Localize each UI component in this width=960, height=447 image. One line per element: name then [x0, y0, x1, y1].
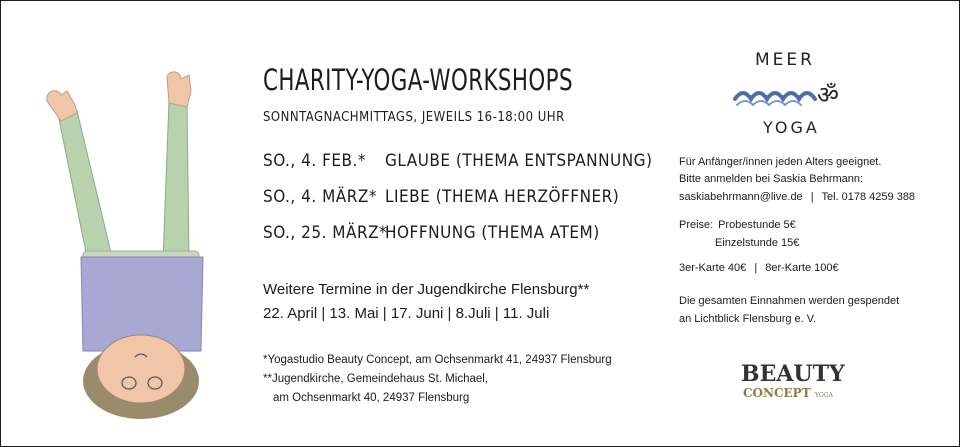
session-topic: HOFFNUNG (THEMA ATEM) — [385, 223, 600, 243]
logo-text-meer: MEER — [755, 50, 815, 70]
right-arm — [163, 101, 189, 261]
footnote-church: **Jugendkirche, Gemeindehaus St. Michael, — [263, 373, 489, 385]
beauty-concept-logo — [739, 353, 849, 409]
yoga-figure-illustration — [31, 61, 221, 431]
footnote-studio: *Yogastudio Beauty Concept, am Ochsenmarkt 41, 24937 Flensburg — [263, 354, 612, 366]
right-hand — [167, 72, 191, 107]
session-topic: GLAUBE (THEMA ENTSPANNUNG) — [385, 151, 653, 171]
session-date: SO., 4. FEB.* — [263, 151, 367, 171]
left-arm — [59, 111, 113, 267]
session-topic: LIEBE (THEMA HERZÖFFNER) — [385, 187, 620, 207]
price-einzelstunde: Einzelstunde 15€ — [715, 237, 800, 249]
more-dates-title: Weitere Termine in der Jugendkirche Flensburg** — [263, 281, 590, 298]
donation-line-1: Die gesamten Einnahmen werden gespendet — [679, 295, 900, 307]
price-row-cards — [679, 262, 839, 274]
more-dates-list: 22. April | 13. Mai | 17. Juni | 8.Juli | 11. Juli — [263, 305, 550, 322]
separator: | — [810, 191, 814, 203]
logo-text-yoga-small: YOGA — [815, 392, 834, 399]
price-3er-karte: 3er-Karte 40€ — [679, 262, 747, 274]
om-icon: ॐ — [817, 81, 839, 109]
info-suitability: Für Anfänger/innen jeden Alters geeignet. — [679, 156, 882, 168]
logo-text-concept: CONCEPT — [743, 386, 811, 400]
donation-line-2: an Lichtblick Flensburg e. V. — [679, 313, 817, 325]
subtitle: SONNTAGNACHMITTAGS, JEWEILS 16-18:00 UHR — [263, 110, 565, 125]
separator: | — [754, 262, 758, 274]
footnote-church-address: am Ochsenmarkt 40, 24937 Flensburg — [273, 392, 470, 404]
info-contact — [679, 191, 915, 203]
session-date: SO., 25. MÄRZ* — [263, 223, 388, 243]
page-title: CHARITY-YOGA-WORKSHOPS — [263, 63, 573, 97]
session-date: SO., 4. MÄRZ* — [263, 187, 377, 207]
logo-text-beauty: BEAUTY — [741, 361, 845, 387]
price-row-probe — [679, 219, 796, 231]
info-register: Bitte anmelden bei Saskia Behrmann: — [679, 173, 864, 185]
price-8er-karte: 8er-Karte 100€ — [765, 262, 839, 274]
price-probestunde: Probestunde 5€ — [718, 219, 796, 231]
meer-yoga-logo-graphic — [731, 41, 851, 141]
beauty-concept-logo-graphic — [739, 353, 849, 409]
contact-phone: Tel. 0178 4259 388 — [821, 191, 916, 203]
face — [97, 335, 185, 403]
contact-email: saskiabehrmann@live.de — [679, 191, 803, 203]
logo-text-yoga: YOGA — [763, 118, 820, 137]
prices-label: Preise: — [679, 219, 714, 231]
meer-yoga-logo — [731, 41, 851, 141]
